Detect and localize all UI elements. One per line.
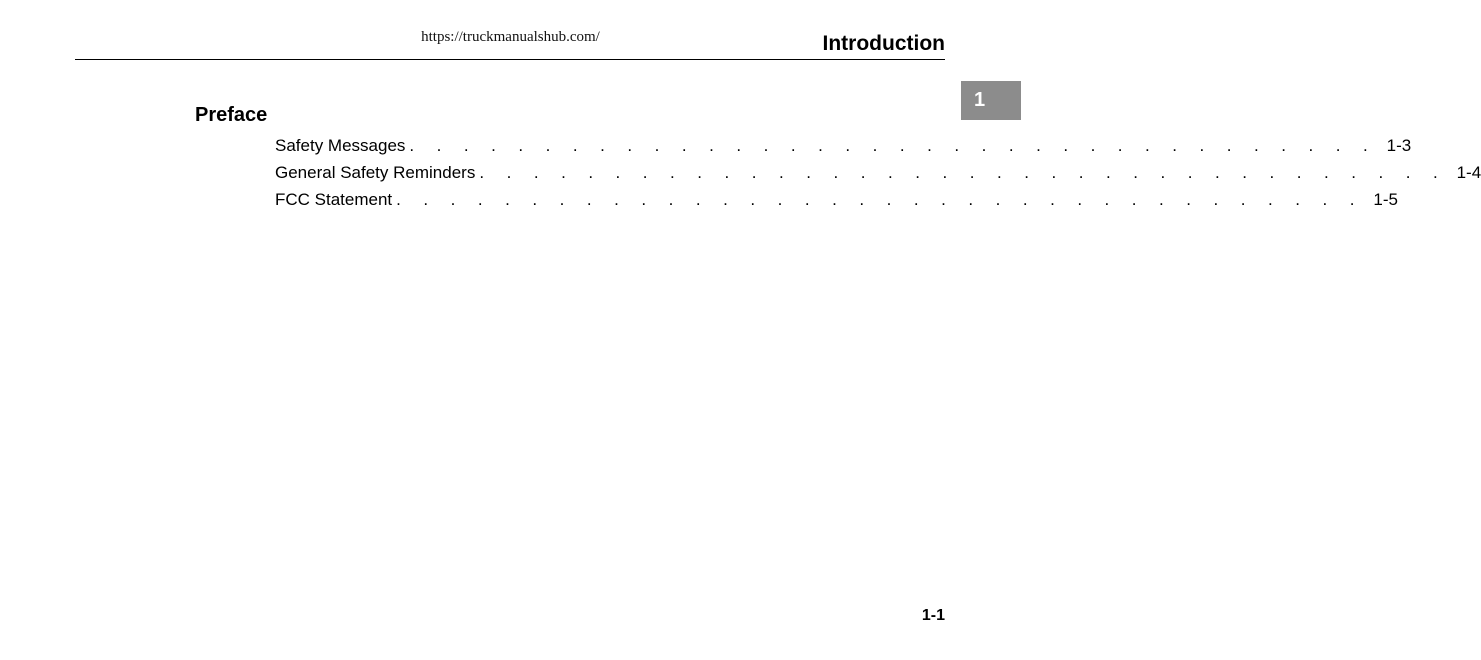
page-number: 1-1 [921,607,945,624]
toc-entry-label: General Safety Reminders [275,163,476,182]
toc-dot-leader: . . . . . . . . . . . . . . . . . . . . . . . . . . . . . . . . . . . . [409,136,1377,155]
chapter-title: Introduction [822,32,945,55]
toc-entry-page: 1-3 [1386,136,1412,155]
chapter-tab [961,81,1021,120]
toc-entry[interactable] [275,161,1481,188]
toc-entry[interactable] [275,134,1412,161]
toc-dot-leader: . . . . . . . . . . . . . . . . . . . . . . . . . . . . . . . . . . . . [396,190,1364,209]
toc-entry-page: 1-5 [1373,190,1398,209]
header-divider [75,59,945,60]
toc-entry[interactable] [275,188,1398,215]
toc-dot-leader: . . . . . . . . . . . . . . . . . . . . . . . . . . . . . . . . . . . . [479,163,1447,182]
toc-entry-label: FCC Statement [275,190,393,209]
chapter-tab-number: 1 [974,89,986,111]
table-of-contents [275,134,1481,215]
toc-entry-label: Safety Messages [275,136,406,155]
source-url-watermark: https://truckmanualshub.com/ [421,29,600,45]
section-heading: Preface [195,104,268,126]
toc-entry-page: 1-4 [1456,163,1481,182]
